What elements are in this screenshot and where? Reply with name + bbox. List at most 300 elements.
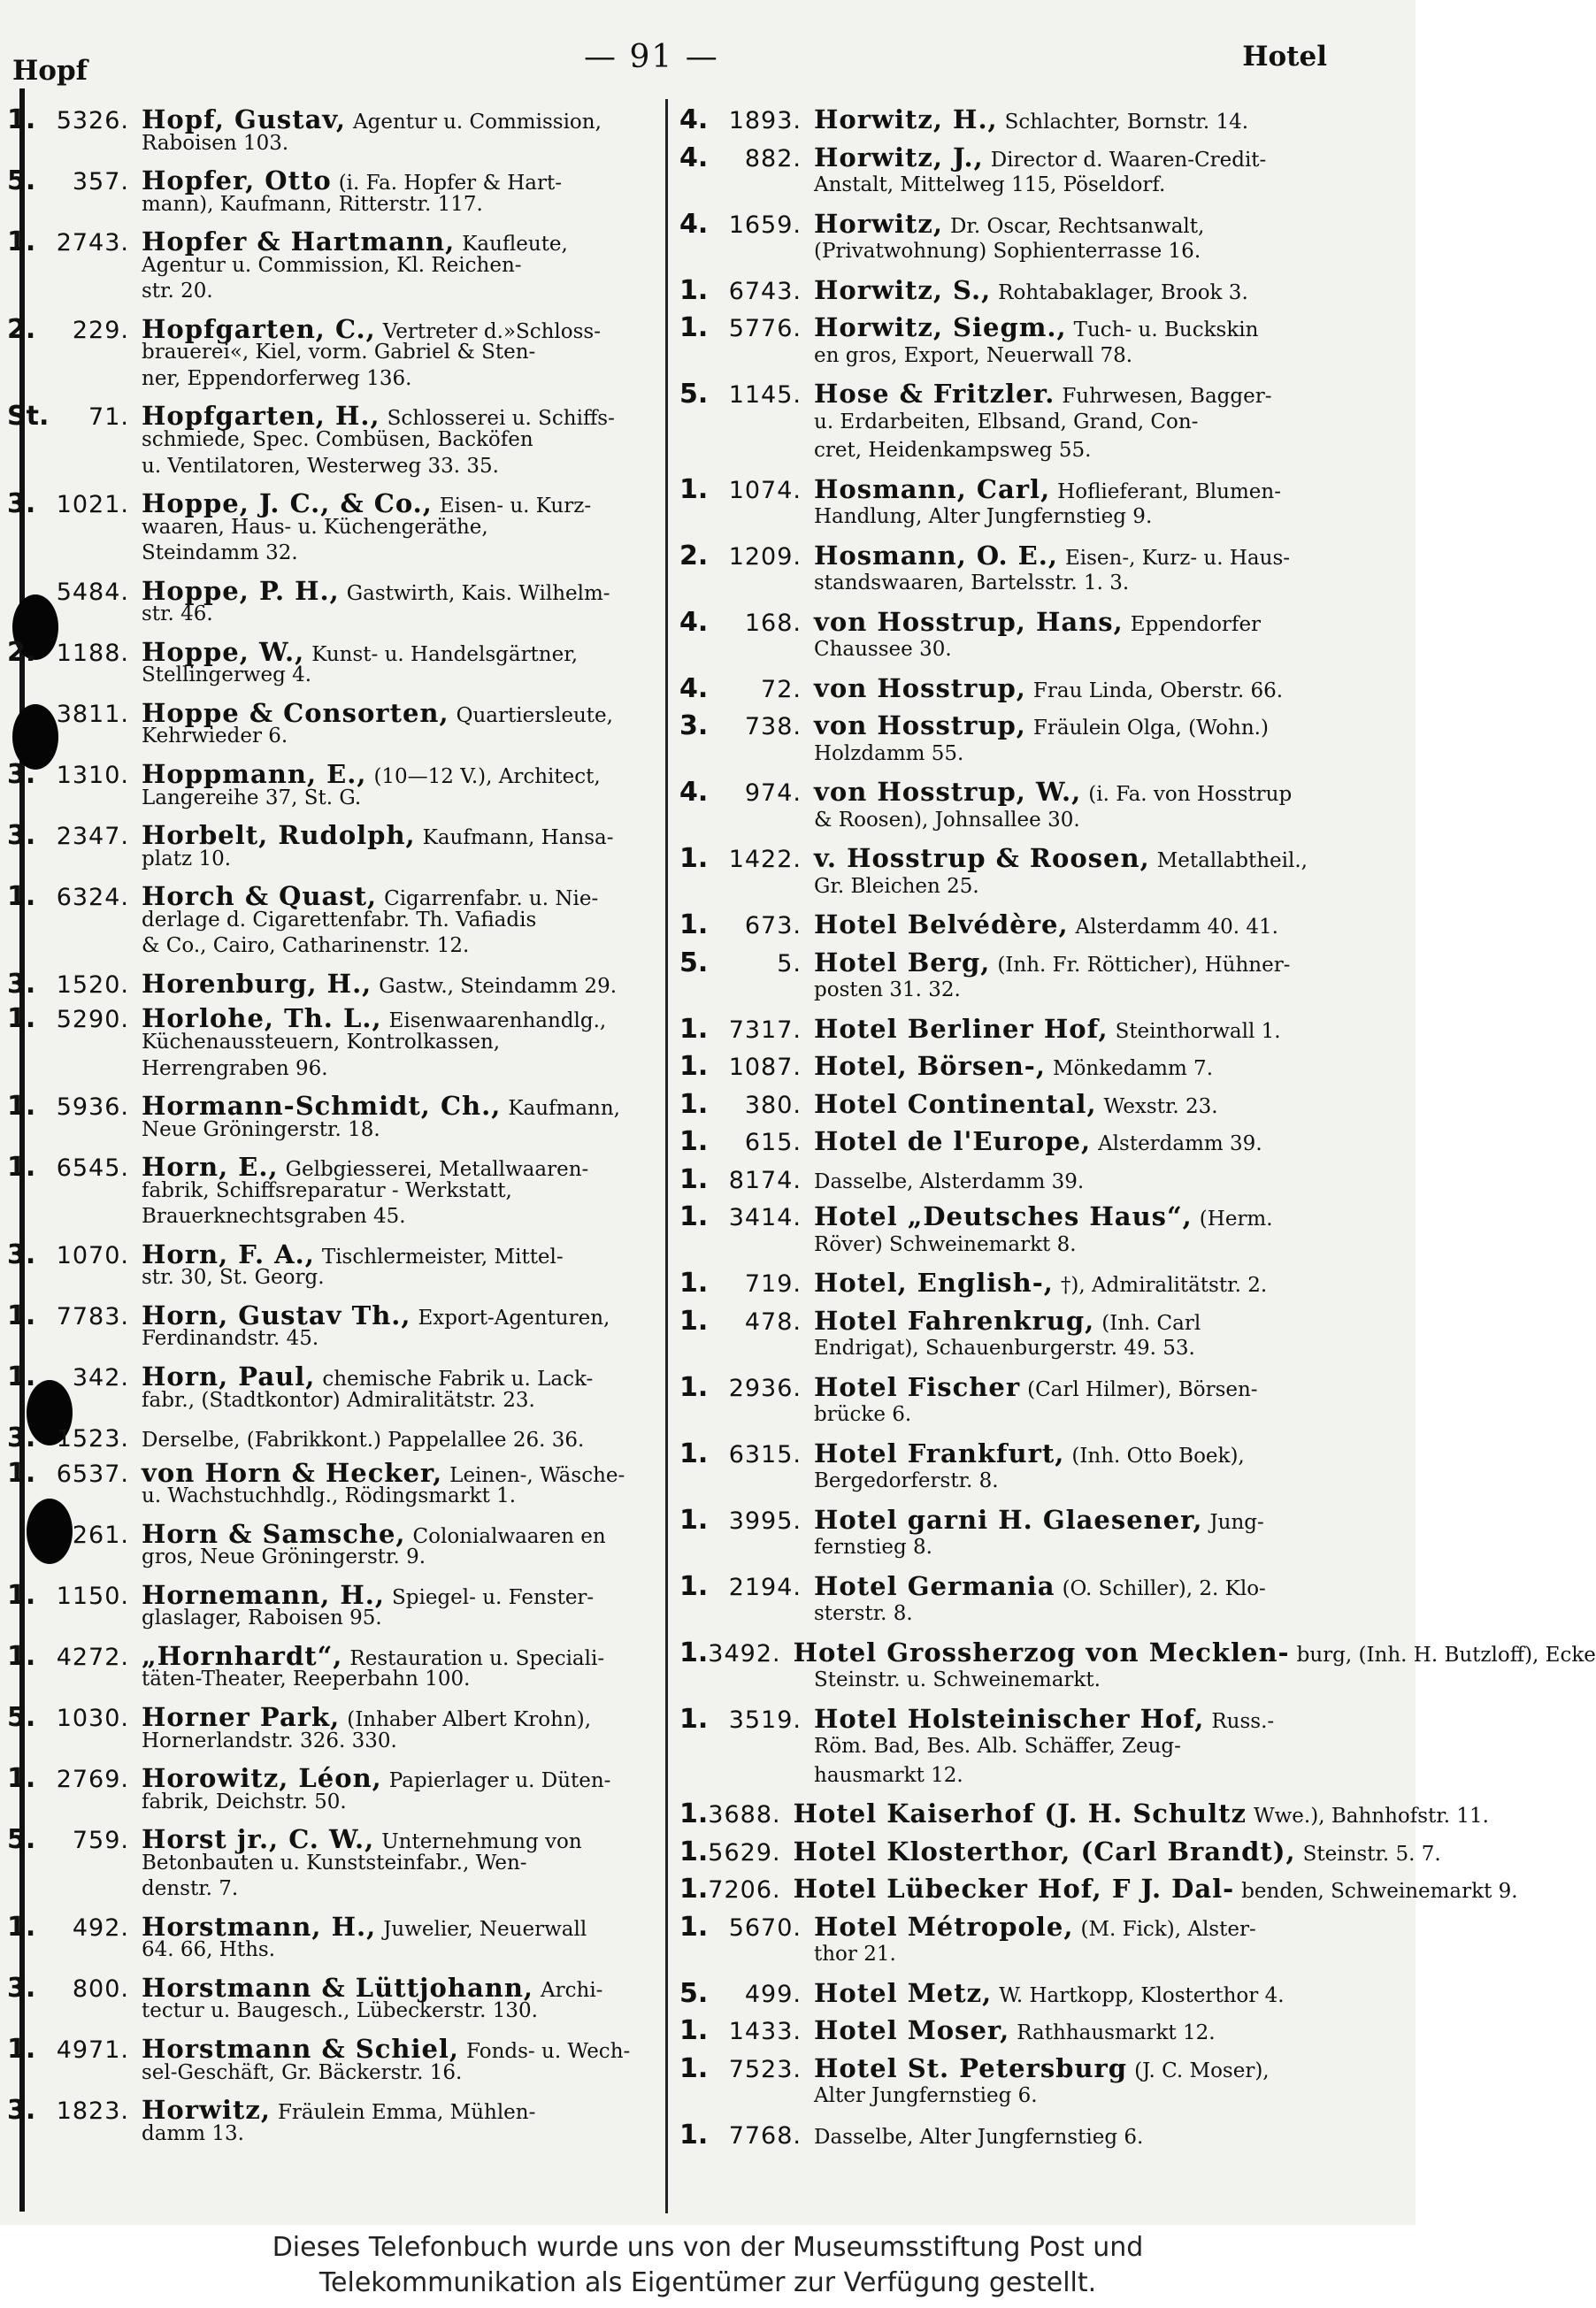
entry-first-line bbox=[7, 1518, 660, 1549]
phone-number: 2194. bbox=[728, 1573, 802, 1601]
entry-text-line: u. Ventilatoren, Westerweg 33. 35. bbox=[142, 454, 499, 478]
entry-first-line bbox=[679, 2053, 1378, 2082]
phone-number: 1823. bbox=[56, 2097, 129, 2126]
entry-text-line: †), Admiralitätstr. 2. bbox=[1060, 1274, 1268, 1297]
exchange-district: 1. bbox=[679, 1874, 709, 1905]
phone-number: 5670. bbox=[728, 1913, 802, 1942]
exchange-district: 1. bbox=[679, 1268, 709, 1299]
entry-first-line bbox=[679, 1201, 1378, 1231]
entry-text-line: Unternehmung von bbox=[381, 1830, 582, 1854]
exchange-district: 1. bbox=[7, 1003, 36, 1035]
entry-text-line: Steinstr. u. Schweinemarkt. bbox=[814, 1668, 1101, 1691]
entry-text-line: Frau Linda, Oberstr. 66. bbox=[1032, 679, 1284, 702]
entry-text-line: fabrik, Schiffsreparatur - Werkstatt, bbox=[142, 1178, 512, 1202]
entry-first-line bbox=[7, 2095, 660, 2127]
entry-text-line: Schlosserei u. Schiffs- bbox=[387, 407, 615, 431]
entry-text-line: mann), Kaufmann, Ritterstr. 117. bbox=[142, 192, 483, 216]
exchange-district: 1. bbox=[679, 1504, 709, 1536]
subscriber-name: von Hosstrup, Hans, bbox=[814, 606, 1124, 637]
entry-first-line bbox=[679, 1089, 1378, 1118]
entry-text-line: Russ.- bbox=[1211, 1709, 1275, 1733]
directory-entry bbox=[7, 2095, 660, 2147]
phone-number: 7206. bbox=[708, 1876, 781, 1904]
subscriber-name: Hopfgarten, H., bbox=[142, 401, 380, 432]
directory-entry bbox=[679, 1201, 1378, 1259]
entry-text-line: Anstalt, Mittelweg 115, Pöseldorf. bbox=[814, 173, 1166, 196]
exchange-district: 1. bbox=[679, 1703, 709, 1735]
entry-text-line: Ferdinandstr. 45. bbox=[142, 1327, 319, 1351]
entry-text-line: Agentur u. Commission, bbox=[353, 111, 602, 134]
entry-text-line: (Carl Hilmer), Börsen- bbox=[1027, 1377, 1258, 1401]
directory-entry bbox=[679, 275, 1378, 304]
exchange-district: 1. bbox=[679, 1163, 709, 1195]
entry-text-line: waaren, Haus- u. Küchengeräthe, bbox=[142, 515, 488, 539]
subscriber-name: Hotel Berliner Hof, bbox=[814, 1013, 1109, 1044]
exchange-district: 3. bbox=[7, 488, 36, 520]
directory-entry bbox=[679, 1014, 1378, 1043]
entry-text-line: benden, Schweinemarkt 9. bbox=[1241, 1880, 1518, 1903]
directory-entry bbox=[7, 1702, 660, 1754]
entry-text-line: Mönkedamm 7. bbox=[1052, 1057, 1214, 1080]
entry-text-line: fabrik, Deichstr. 50. bbox=[142, 1790, 347, 1813]
subscriber-name: Horch & Quast, bbox=[142, 881, 378, 912]
exchange-district: 2. bbox=[7, 313, 36, 345]
exchange-district: 4. bbox=[679, 208, 709, 240]
entry-first-line bbox=[7, 1972, 660, 2004]
entry-first-line bbox=[679, 275, 1378, 304]
entry-text-line: fernstieg 8. bbox=[814, 1536, 932, 1559]
exchange-district: 1. bbox=[679, 1570, 709, 1602]
entry-text-line: Brauerknechtsgraben 45. bbox=[142, 1205, 406, 1229]
directory-entry bbox=[7, 401, 660, 479]
entry-first-line bbox=[679, 1874, 1518, 1905]
subscriber-name: Horstmann & Schiel, bbox=[142, 2034, 460, 2064]
exchange-district: 5. bbox=[7, 1824, 36, 1856]
entry-text-line: Spiegel- u. Fenster- bbox=[392, 1585, 595, 1609]
exchange-district: 2. bbox=[679, 540, 709, 571]
entry-first-line bbox=[679, 312, 1378, 341]
directory-entry bbox=[679, 1912, 1378, 1969]
directory-entry bbox=[7, 1824, 660, 1903]
directory-entry bbox=[679, 947, 1378, 1005]
entry-first-line bbox=[679, 1306, 1378, 1335]
phone-number: 72. bbox=[761, 675, 802, 703]
phone-number: 3811. bbox=[56, 700, 129, 728]
subscriber-name: Horenburg, H., bbox=[142, 968, 372, 999]
exchange-district: 1. bbox=[7, 1300, 36, 1331]
exchange-district: 1. bbox=[679, 1637, 709, 1668]
directory-entry bbox=[7, 698, 660, 750]
subscriber-name: Hotel Moser, bbox=[814, 2015, 1010, 2045]
entry-first-line bbox=[7, 1763, 660, 1795]
exchange-district: 1. bbox=[679, 2015, 709, 2046]
entry-text-line: Eisenwaarenhandlg., bbox=[388, 1009, 607, 1033]
directory-entry bbox=[679, 474, 1378, 532]
footer-line-1: Dieses Telefonbuch wurde uns von der Museumsstiftung Post und bbox=[272, 2232, 1144, 2263]
subscriber-name: Horowitz, Léon, bbox=[142, 1763, 382, 1794]
entry-text-line: Kaufleute, bbox=[462, 233, 568, 257]
phone-number: 6545. bbox=[56, 1154, 129, 1183]
subscriber-name: Hotel Germania bbox=[814, 1570, 1055, 1601]
entry-text-line: Cigarrenfabr. u. Nie- bbox=[384, 887, 599, 911]
exchange-district: 1. bbox=[7, 1361, 36, 1392]
exchange-district: 1. bbox=[7, 1640, 36, 1672]
entry-first-line bbox=[7, 1579, 660, 1611]
subscriber-name: Horbelt, Rudolph, bbox=[142, 820, 416, 851]
directory-entry bbox=[679, 2120, 1378, 2149]
phone-number: 342. bbox=[72, 1363, 129, 1392]
entry-text-line: Neue Gröningerstr. 18. bbox=[142, 1117, 380, 1141]
phone-number: 4971. bbox=[56, 2036, 129, 2064]
entry-first-line bbox=[679, 843, 1378, 872]
entry-text-line: Holzdamm 55. bbox=[814, 741, 964, 765]
entry-text-line: u. Erdarbeiten, Elbsand, Grand, Con- bbox=[814, 410, 1199, 433]
entry-first-line bbox=[7, 1824, 660, 1856]
entry-text-line: (Inh. Fr. Rötticher), Hühner- bbox=[997, 953, 1291, 977]
subscriber-name: von Hosstrup, bbox=[814, 672, 1026, 703]
entry-text-line: brauerei«, Kiel, vorm. Gabriel & Sten- bbox=[142, 341, 536, 364]
entry-text-line: str. 20. bbox=[142, 280, 213, 303]
entry-text-line: str. 30, St. Georg. bbox=[142, 1266, 325, 1290]
subscriber-name: v. Hosstrup & Roosen, bbox=[814, 843, 1150, 873]
exchange-district: 5. bbox=[7, 1701, 36, 1733]
header-right-keyword: Hotel bbox=[1242, 41, 1327, 73]
entry-first-line bbox=[679, 1704, 1378, 1733]
entry-text-line: Küchenaussteuern, Kontrolkassen, bbox=[142, 1030, 501, 1054]
phone-number: 673. bbox=[744, 912, 802, 939]
entry-text-line: Alter Jungfernstieg 6. bbox=[814, 2084, 1038, 2107]
entry-text-line: (Inhaber Albert Krohn), bbox=[347, 1707, 592, 1731]
entry-text-line: Fonds- u. Wech- bbox=[466, 2040, 631, 2063]
entry-first-line bbox=[7, 226, 660, 258]
entry-first-line bbox=[679, 1438, 1378, 1468]
directory-entry bbox=[679, 843, 1378, 901]
directory-entry bbox=[679, 104, 1378, 134]
entry-text-line: (Herm. bbox=[1199, 1208, 1273, 1231]
subscriber-name: Hornemann, H., bbox=[142, 1579, 385, 1610]
entry-text-line: Eisen-, Kurz- u. Haus- bbox=[1064, 546, 1291, 570]
entry-first-line bbox=[7, 1701, 660, 1733]
directory-entry bbox=[7, 576, 660, 628]
subscriber-name: Hoppe, J. C., & Co., bbox=[142, 488, 433, 519]
directory-entry bbox=[679, 1571, 1378, 1629]
directory-entry bbox=[7, 1239, 660, 1292]
entry-text-line: u. Wachstuchhdlg., Rödingsmarkt 1. bbox=[142, 1484, 517, 1508]
phone-number: 882. bbox=[744, 144, 802, 173]
entry-text-line: Steinstr. 5. 7. bbox=[1302, 1842, 1441, 1866]
entry-first-line bbox=[679, 1164, 1378, 1193]
entry-first-line bbox=[7, 1361, 660, 1392]
entry-text-line: Rathhausmarkt 12. bbox=[1017, 2021, 1216, 2044]
subscriber-name: Horwitz, bbox=[814, 208, 943, 239]
phone-number: 6315. bbox=[728, 1440, 802, 1468]
entry-text-line: Langereihe 37, St. G. bbox=[142, 786, 362, 809]
phone-number: 2743. bbox=[56, 229, 129, 257]
entry-first-line bbox=[679, 673, 1378, 702]
exchange-district: 4. bbox=[679, 142, 709, 173]
exchange-district: 4. bbox=[679, 777, 709, 808]
subscriber-name: Hoppe & Consorten, bbox=[142, 697, 449, 728]
subscriber-name: Hotel garni H. Glaesener, bbox=[814, 1504, 1203, 1535]
phone-number: 3995. bbox=[728, 1507, 802, 1535]
phone-number: 1150. bbox=[56, 1582, 129, 1610]
entry-text-line: Kehrwieder 6. bbox=[142, 725, 288, 748]
page-number: — 91 — bbox=[584, 39, 719, 75]
subscriber-name: Hotel Kaiserhof (J. H. Schultz bbox=[793, 1798, 1247, 1829]
subscriber-name: Horwitz, S., bbox=[814, 274, 992, 305]
exchange-district: 3. bbox=[7, 1972, 36, 2004]
directory-entry bbox=[7, 1300, 660, 1353]
entry-text-line: standswaaren, Bartelsstr. 1. 3. bbox=[814, 571, 1130, 594]
exchange-district: 4. bbox=[679, 672, 709, 704]
exchange-district: 3. bbox=[7, 1422, 36, 1454]
entry-text-line: Papierlager u. Düten- bbox=[388, 1769, 611, 1793]
exchange-district: 4. bbox=[679, 104, 709, 135]
subscriber-name: Horstmann & Lüttjohann, bbox=[142, 1972, 534, 2003]
entry-text-line: posten 31. 32. bbox=[814, 978, 961, 1001]
entry-first-line bbox=[679, 104, 1378, 134]
entry-text-line: Dasselbe, Alsterdamm 39. bbox=[814, 1169, 1085, 1193]
subscriber-name: Hopfer & Hartmann, bbox=[142, 226, 456, 257]
phone-number: 3414. bbox=[728, 1204, 802, 1231]
entry-first-line bbox=[7, 1238, 660, 1270]
entry-first-line bbox=[7, 697, 660, 728]
directory-entry bbox=[679, 1874, 1518, 1905]
entry-first-line bbox=[7, 636, 660, 668]
phone-number: 492. bbox=[72, 1913, 129, 1942]
entry-text-line: Schlachter, Bornstr. 14. bbox=[1004, 111, 1249, 134]
entry-first-line bbox=[7, 820, 660, 852]
subscriber-name: Hotel St. Petersburg bbox=[814, 2052, 1128, 2083]
directory-entry bbox=[679, 1372, 1378, 1430]
directory-entry bbox=[679, 710, 1378, 768]
entry-text-line: Metallabtheil., bbox=[1156, 849, 1308, 872]
phone-number: 499. bbox=[744, 1980, 802, 2008]
exchange-district: 1. bbox=[7, 226, 36, 258]
phone-number: 738. bbox=[744, 713, 802, 740]
entry-text-line: Eppendorfer bbox=[1130, 612, 1262, 636]
phone-number: 1070. bbox=[56, 1241, 129, 1269]
entry-text-line: Endrigat), Schauenburgerstr. 49. 53. bbox=[814, 1337, 1195, 1360]
directory-entry bbox=[679, 1836, 1441, 1867]
subscriber-name: Hotel Lübecker Hof, F J. Dal- bbox=[793, 1874, 1235, 1904]
entry-first-line bbox=[7, 165, 660, 197]
entry-text-line: Derselbe, (Fabrikkont.) Pappelallee 26. 36. bbox=[142, 1429, 585, 1453]
entry-text-line: brücke 6. bbox=[814, 1403, 912, 1426]
entry-text-line: Vertreter d.»Schloss- bbox=[382, 319, 601, 343]
entry-text-line: Director d. Waaren-Credit- bbox=[990, 148, 1267, 172]
entry-first-line bbox=[7, 1422, 660, 1454]
exchange-district: 1. bbox=[679, 1836, 709, 1867]
entry-first-line bbox=[7, 968, 660, 1000]
subscriber-name: Horwitz, H., bbox=[814, 104, 998, 134]
directory-entry bbox=[679, 1089, 1378, 1118]
phone-number: 6537. bbox=[56, 1460, 129, 1488]
entry-text-line: Wexstr. 23. bbox=[1103, 1094, 1218, 1118]
exchange-district: 1. bbox=[679, 1911, 709, 1943]
subscriber-name: Hotel Berg, bbox=[814, 947, 991, 978]
exchange-district: 1. bbox=[679, 1305, 709, 1337]
phone-number: 6743. bbox=[728, 277, 802, 305]
entry-text-line: Hoflieferant, Blumen- bbox=[1057, 479, 1281, 503]
phone-number: 3688. bbox=[708, 1801, 781, 1829]
subscriber-name: Hotel Holsteinischer Hof, bbox=[814, 1703, 1205, 1734]
entry-first-line bbox=[679, 1798, 1489, 1829]
exchange-district: 4. bbox=[679, 606, 709, 638]
directory-entry bbox=[7, 1912, 660, 1964]
entry-first-line bbox=[679, 909, 1378, 939]
entry-text-line: Tuch- u. Buckskin bbox=[1073, 318, 1259, 341]
phone-number: 1074. bbox=[728, 476, 802, 504]
subscriber-name: Hotel Klosterthor, (Carl Brandt), bbox=[793, 1836, 1296, 1867]
entry-text-line: damm 13. bbox=[142, 2121, 244, 2145]
exchange-district: 1. bbox=[7, 104, 36, 135]
subscriber-name: Hotel Fischer bbox=[814, 1371, 1021, 1402]
directory-entry bbox=[679, 379, 1378, 465]
entry-text-line: ner, Eppendorferweg 136. bbox=[142, 366, 412, 390]
directory-entry bbox=[7, 1422, 660, 1454]
directory-entry bbox=[7, 314, 660, 393]
directory-entry bbox=[679, 1505, 1378, 1562]
phone-number: 8174. bbox=[728, 1166, 802, 1194]
entry-text-line: sel-Geschäft, Gr. Bäckerstr. 16. bbox=[142, 2060, 463, 2084]
entry-first-line bbox=[679, 710, 1378, 740]
subscriber-name: Hose & Fritzler. bbox=[814, 379, 1055, 409]
exchange-district: 5. bbox=[7, 165, 36, 197]
exchange-district: 3. bbox=[7, 1238, 36, 1270]
phone-number: 5484. bbox=[56, 578, 129, 606]
page-header bbox=[0, 35, 1416, 88]
entry-text-line: Fräulein Olga, (Wohn.) bbox=[1032, 717, 1269, 740]
directory-entry bbox=[7, 2034, 660, 2086]
directory-entry bbox=[679, 1637, 1596, 1695]
entry-first-line bbox=[679, 209, 1378, 238]
phone-number: 1209. bbox=[728, 542, 802, 571]
entry-text-line: Herrengraben 96. bbox=[142, 1056, 328, 1080]
phone-number: 7317. bbox=[728, 1016, 802, 1044]
entry-text-line: derlage d. Cigarettenfabr. Th. Vafiadis bbox=[142, 908, 537, 932]
directory-entry bbox=[7, 881, 660, 960]
right-column bbox=[679, 104, 1596, 2157]
phone-number: 380. bbox=[744, 1091, 802, 1119]
entry-text-line: thor 21. bbox=[814, 1943, 896, 1966]
subscriber-name: Hopfgarten, C., bbox=[142, 313, 376, 344]
exchange-district: 5. bbox=[679, 947, 709, 978]
entry-text-line: Colonialwaaren en bbox=[412, 1524, 606, 1548]
entry-first-line bbox=[679, 1126, 1378, 1155]
entry-first-line bbox=[679, 1836, 1441, 1867]
directory-entry bbox=[7, 759, 660, 811]
entry-text-line: Bergedorferstr. 8. bbox=[814, 1469, 999, 1492]
entry-text-line: Fuhrwesen, Bagger- bbox=[1062, 385, 1272, 408]
directory-entry bbox=[679, 673, 1378, 702]
phone-number: 2347. bbox=[56, 823, 129, 851]
directory-entry bbox=[7, 1519, 660, 1571]
entry-first-line bbox=[7, 1003, 660, 1035]
subscriber-name: Horlohe, Th. L., bbox=[142, 1003, 382, 1034]
phone-number: 6324. bbox=[56, 884, 129, 912]
directory-entry bbox=[7, 1003, 660, 1082]
phone-number: 357. bbox=[72, 168, 129, 196]
subscriber-name: Horn, E., bbox=[142, 1152, 279, 1183]
phone-number: 719. bbox=[744, 1270, 802, 1298]
entry-first-line bbox=[7, 759, 660, 791]
entry-first-line bbox=[679, 1912, 1378, 1941]
phone-number: 974. bbox=[744, 779, 802, 807]
entry-text-line: Hornerlandstr. 326. 330. bbox=[142, 1729, 397, 1752]
exchange-district: 3. bbox=[7, 820, 36, 852]
phone-number: 1145. bbox=[728, 381, 802, 409]
entry-text-line: & Roosen), Johnsallee 30. bbox=[814, 808, 1080, 832]
entry-first-line bbox=[7, 2034, 660, 2065]
subscriber-name: Hotel Frankfurt, bbox=[814, 1438, 1065, 1468]
directory-entry bbox=[7, 1641, 660, 1693]
subscriber-name: von Hosstrup, bbox=[814, 710, 1026, 740]
entry-first-line bbox=[679, 474, 1378, 503]
entry-text-line: schmiede, Spec. Combüsen, Backöfen bbox=[142, 428, 533, 452]
exchange-district: 1. bbox=[679, 274, 709, 306]
directory-entry bbox=[679, 2053, 1378, 2111]
entry-text-line: sterstr. 8. bbox=[814, 1602, 913, 1625]
phone-number: 478. bbox=[744, 1307, 802, 1336]
entry-text-line: Jung- bbox=[1209, 1510, 1264, 1534]
exchange-district: 1. bbox=[679, 1088, 709, 1120]
entry-text-line: Eisen- u. Kurz- bbox=[439, 495, 592, 518]
entry-text-line: Agentur u. Commission, Kl. Reichen- bbox=[142, 253, 522, 277]
entry-text-line: tectur u. Baugesch., Lübeckerstr. 130. bbox=[142, 1999, 538, 2023]
directory-entry bbox=[679, 1438, 1378, 1496]
phone-number: 615. bbox=[744, 1129, 802, 1156]
subscriber-name: Horn, Paul, bbox=[142, 1361, 316, 1392]
entry-text-line: Alsterdamm 39. bbox=[1098, 1132, 1262, 1155]
phone-number: 759. bbox=[72, 1827, 129, 1855]
entry-first-line bbox=[7, 881, 660, 913]
phone-number: 3519. bbox=[728, 1706, 802, 1734]
directory-entry bbox=[7, 104, 660, 157]
subscriber-name: Hotel, Börsen-, bbox=[814, 1051, 1046, 1081]
phone-number: 5326. bbox=[56, 107, 129, 134]
directory-entry bbox=[7, 1091, 660, 1143]
exchange-district: 1. bbox=[679, 1126, 709, 1157]
subscriber-name: von Horn & Hecker, bbox=[142, 1457, 443, 1488]
entry-first-line bbox=[679, 1372, 1378, 1401]
entry-text-line: Gastw., Steindamm 29. bbox=[379, 974, 618, 998]
phone-number: 71. bbox=[88, 403, 129, 432]
phone-number: 5629. bbox=[708, 1838, 781, 1867]
exchange-district: 1. bbox=[7, 1152, 36, 1184]
entry-text-line: fabr., (Stadtkontor) Admiralitätstr. 23. bbox=[142, 1388, 535, 1412]
directory-entry bbox=[679, 909, 1378, 939]
exchange-district: 1. bbox=[679, 909, 709, 940]
entry-text-line: Restauration u. Speciali- bbox=[349, 1646, 605, 1670]
directory-entry bbox=[7, 1458, 660, 1510]
directory-entry bbox=[679, 541, 1378, 598]
phone-number: 1422. bbox=[728, 846, 802, 873]
entry-text-line: Kunst- u. Handelsgärtner, bbox=[311, 642, 579, 666]
entry-text-line: Chaussee 30. bbox=[814, 638, 952, 661]
directory-entry bbox=[7, 968, 660, 1000]
entry-first-line bbox=[679, 379, 1378, 408]
directory-entry bbox=[7, 820, 660, 872]
entry-first-line bbox=[679, 1978, 1378, 2007]
entry-text-line: Betonbauten u. Kunststeinfabr., Wen- bbox=[142, 1851, 527, 1875]
directory-entry bbox=[679, 142, 1378, 200]
entry-text-line: Alsterdamm 40. 41. bbox=[1075, 916, 1278, 939]
entry-text-line: Steinthorwall 1. bbox=[1115, 1019, 1281, 1043]
phone-number: 1021. bbox=[56, 491, 129, 519]
subscriber-name: Horst jr., C. W., bbox=[142, 1824, 375, 1855]
directory-entry bbox=[679, 1306, 1378, 1363]
